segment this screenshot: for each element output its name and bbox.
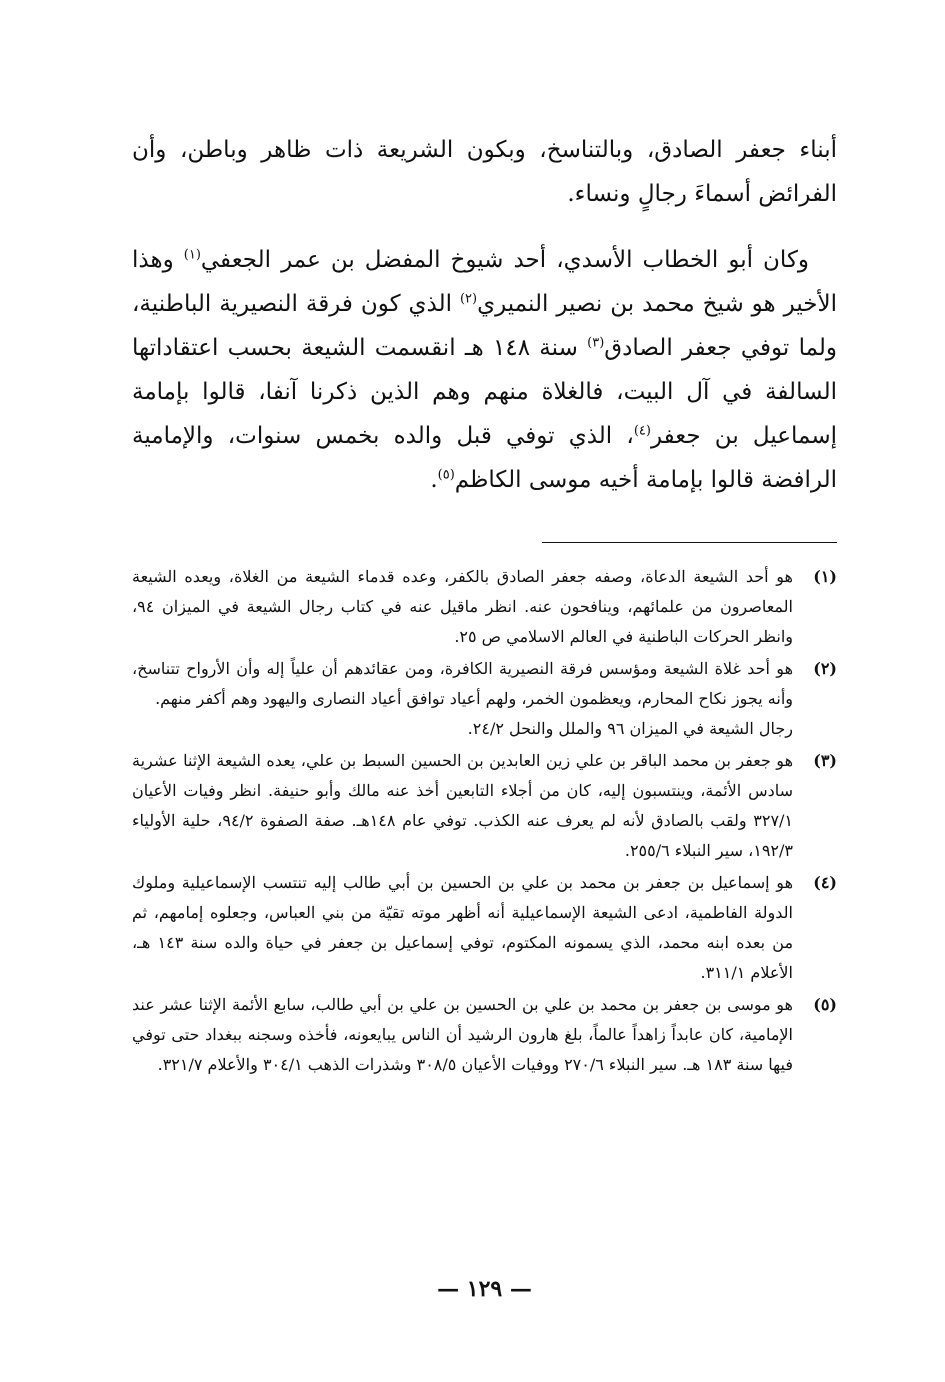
footnote-line: هو إسماعيل بن جعفر بن محمد بن علي بن الحسين بن أبي طالب إليه تنتسب الإسماعيلية وملوك الدولة الفاطمية، ادعى الشيعة الإسماعيلية أنه أظهر موته تقيّة من بني العباس، وجعلوه إمامهم، ثم من بعده ابنه محمد، الذي يسمونه المكتوم، توفي إسماعيل بن جعفر في حياة والده سنة ١٤٣ هـ، الأعلام ٣١١/١. — [132, 873, 794, 982]
footnote-text — [132, 654, 793, 744]
footnote-text — [132, 746, 793, 866]
paragraph-2-text-4: سنة ١٤٨ هـ انقسمت الشيعة بحسب اعتقاداتها السالفة في آل البيت، فالغلاة منهم وهم الذين ذكرنا آنفا، قالوا بإمامة إسماعيل بن جعفر — [132, 335, 837, 449]
footnote-ref-2: (٢) — [459, 291, 478, 307]
paragraph-2-text-2: وهذا الأخير هو شيخ محمد بن نصير النميري — [132, 247, 838, 317]
footnote-line: هو موسى بن جعفر بن محمد بن علي بن الحسين بن علي بن أبي طالب، سابع الأئمة الإثنا عشر عند الإمامية، كان عابداً زاهداً عالماً، بلغ هارون الرشيد أن الناس يبايعونه، فأخذه وسجنه ببغداد حتى توفي فيها سنة ١٨٣ هـ. سير النبلاء ٢٧٠/٦ ووفيات الأعيان ٣٠٨/٥ وشذرات الذهب ٣٠٤/١ والأعلام ٣٢١/٧. — [132, 995, 793, 1074]
footnote-1 — [132, 562, 837, 652]
footnote-line: هو جعفر بن محمد الباقر بن علي زين العابدين بن الحسين السبط بن علي، يعده الشيعة الإثنا عشرية سادس الأئمة، وينتسبون إليه، كان من أجلاء التابعين أخذ عنه مالك وأبو حنيفة. انظر وفيات الأعيان ٣٢٧/١ ولقب بالصادق لأنه لم يعرف عنه الكذب. توفي عام ١٤٨هـ. صفة الصفوة ٩٤/٢، حلية الأولياء ١٩٢/٣، سير النبلاء ٢٥٥/٦. — [132, 751, 794, 860]
footnotes — [132, 562, 837, 1082]
footnote-number: (٣) — [813, 751, 837, 770]
footnote-ref-5: (٥) — [437, 467, 455, 483]
paragraph-2-text-5: ، الذي توفي قبل والده بخمس سنوات، والإمامية الرافضة قالوا بإمامة أخيه موسى الكاظم — [132, 423, 837, 493]
footnote-3 — [132, 746, 837, 866]
footnote-text — [132, 562, 793, 652]
footnote-ref-3: (٣) — [587, 335, 605, 351]
paragraph-2-text-1: وكان أبو الخطاب الأسدي، أحد شيوخ المفضل بن عمر الجعفي — [200, 247, 810, 273]
paragraph-2 — [132, 238, 837, 502]
footnote-ref-4: (٤) — [633, 423, 651, 439]
footnote-number: (١) — [813, 567, 837, 586]
footnote-2 — [132, 654, 837, 744]
footnote-number: (٥) — [813, 995, 837, 1014]
footnote-line: رجال الشيعة في الميزان ٩٦ والملل والنحل ٢٤/٢. — [467, 719, 793, 738]
page-number: — ١٢٩ — — [437, 1276, 532, 1302]
footnote-ref-1: (١) — [183, 247, 201, 263]
paragraph-1: أبناء جعفر الصادق، وبالتناسخ، وبكون الشريعة ذات ظاهر وباطن، وأن الفرائض أسماءَ رجالٍ ونساء. — [132, 137, 837, 207]
footnote-number: (٤) — [813, 873, 837, 892]
footnote-5 — [132, 990, 837, 1080]
footnote-line: هو أحد الشيعة الدعاة، وصفه جعفر الصادق بالكفر، وعده قدماء الشيعة من الغلاة، ويعده الشيعة المعاصرون من علمائهم، وينافحون عنه. انظر ماقيل عنه في كتاب رجال الشيعة في الميزان ٩٤، وانظر الحركات الباطنية في العالم الاسلامي ص ٢٥. — [132, 567, 793, 646]
footnote-4 — [132, 868, 837, 988]
book-page — [132, 128, 837, 1358]
footnote-text — [132, 990, 793, 1080]
paragraph-2-text-6: . — [430, 467, 438, 493]
footnote-line: هو أحد غلاة الشيعة ومؤسس فرقة النصيرية الكافرة، ومن عقائدهم أن علياً إله وأن الأرواح تتناسخ، وأنه يجوز نكاح المحارم، ويعظمون الخمر، ولهم أعياد توافق أعياد النصارى واليهود وهم أكفر منهم. — [132, 659, 794, 708]
paragraph-2-text-3: الذي كون فرقة النصيرية الباطنية، ولما توفي جعفر الصادق — [132, 291, 837, 361]
footnote-text — [132, 868, 793, 988]
main-text — [132, 128, 837, 502]
footnote-number: (٢) — [813, 659, 837, 678]
footnote-separator — [542, 542, 837, 543]
